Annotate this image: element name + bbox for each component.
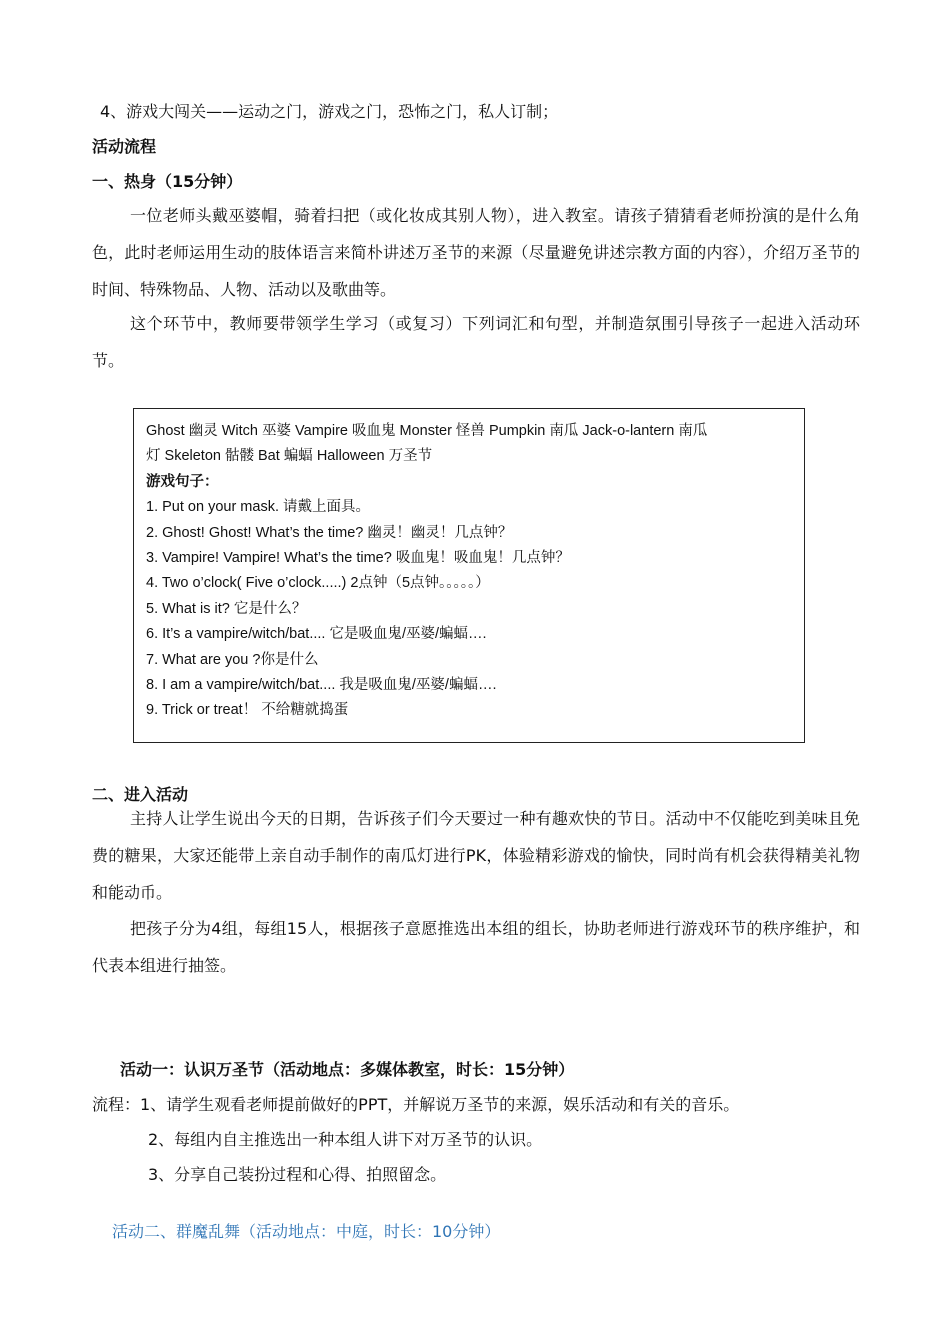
vocab-line-1: Ghost 幽灵 Witch 巫婆 Vampire 吸血鬼 Monster 怪兽 Pumpkin 南瓜 Jack-o-lantern 南瓜 bbox=[146, 423, 708, 439]
vocabulary-box bbox=[133, 408, 805, 743]
section1-heading: 一、热身（15分钟） bbox=[92, 172, 243, 191]
activity1-step1: 流程：1、请学生观看老师提前做好的PPT，并解说万圣节的来源，娱乐活动和有关的音乐。 bbox=[92, 1095, 740, 1114]
sentence-item: 6. It’s a vampire/witch/bat.... 它是吸血鬼/巫婆/蝙蝠…. bbox=[146, 626, 487, 643]
section2-para2: 把孩子分为4组，每组15人，根据孩子意愿推选出本组的组长，协助老师进行游戏环节的秩序维护，和代表本组进行抽签。 bbox=[92, 919, 860, 975]
activity1-step3: 3、分享自己装扮过程和心得、拍照留念。 bbox=[148, 1165, 447, 1184]
sentence-item: 3. Vampire! Vampire! What’s the time? 吸血鬼！吸血鬼！几点钟？ bbox=[146, 550, 570, 567]
vocab-line-2: 灯 Skeleton 骷髅 Bat 蝙蝠 Halloween 万圣节 bbox=[146, 448, 433, 465]
sentence-item: 5. What is it? 它是什么？ bbox=[146, 600, 307, 617]
sentences-title: 游戏句子： bbox=[146, 473, 219, 490]
sentence-item: 2. Ghost! Ghost! What’s the time? 幽灵！幽灵！几点钟？ bbox=[146, 524, 513, 541]
activity2-heading: 活动二、群魔乱舞（活动地点：中庭，时长：10分钟） bbox=[112, 1222, 501, 1241]
section2-heading: 二、进入活动 bbox=[92, 785, 189, 804]
intro-line: 4、游戏大闯关——运动之门，游戏之门，恐怖之门，私人订制； bbox=[100, 102, 559, 121]
activity1-step2: 2、每组内自主推选出一种本组人讲下对万圣节的认识。 bbox=[148, 1130, 543, 1149]
activity1-heading: 活动一：认识万圣节（活动地点：多媒体教室，时长：15分钟） bbox=[120, 1060, 575, 1079]
section2-para1: 主持人让学生说出今天的日期，告诉孩子们今天要过一种有趣欢快的节日。活动中不仅能吃到美味且免费的糖果，大家还能带上亲自动手制作的南瓜灯进行PK，体验精彩游戏的愉快，同时尚有机会获得精美礼物和能动币。 bbox=[92, 809, 860, 902]
sentence-item: 1. Put on your mask. 请戴上面具。 bbox=[146, 499, 371, 516]
sentence-item: 9. Trick or treat！ 不给糖就捣蛋 bbox=[146, 702, 349, 719]
sentence-item: 7. What are you ?你是什么 bbox=[146, 651, 319, 668]
sentence-item: 8. I am a vampire/witch/bat.... 我是吸血鬼/巫婆/蝙蝠…. bbox=[146, 677, 497, 694]
sentence-item: 4. Two o’clock( Five o’clock.....) 2点钟（5点钟。。。。。） bbox=[146, 575, 490, 592]
section1-para2: 这个环节中，教师要带领学生学习（或复习）下列词汇和句型，并制造氛围引导孩子一起进入活动环节。 bbox=[92, 314, 860, 370]
flow-heading: 活动流程 bbox=[92, 137, 157, 156]
section1-para1: 一位老师头戴巫婆帽，骑着扫把（或化妆成其别人物），进入教室。请孩子猜猜看老师扮演的是什么角色，此时老师运用生动的肢体语言来简朴讲述万圣节的来源（尽量避免讲述宗教方面的内容），介绍万圣节的时间、特殊物品、人物、活动以及歌曲等。 bbox=[92, 206, 860, 299]
